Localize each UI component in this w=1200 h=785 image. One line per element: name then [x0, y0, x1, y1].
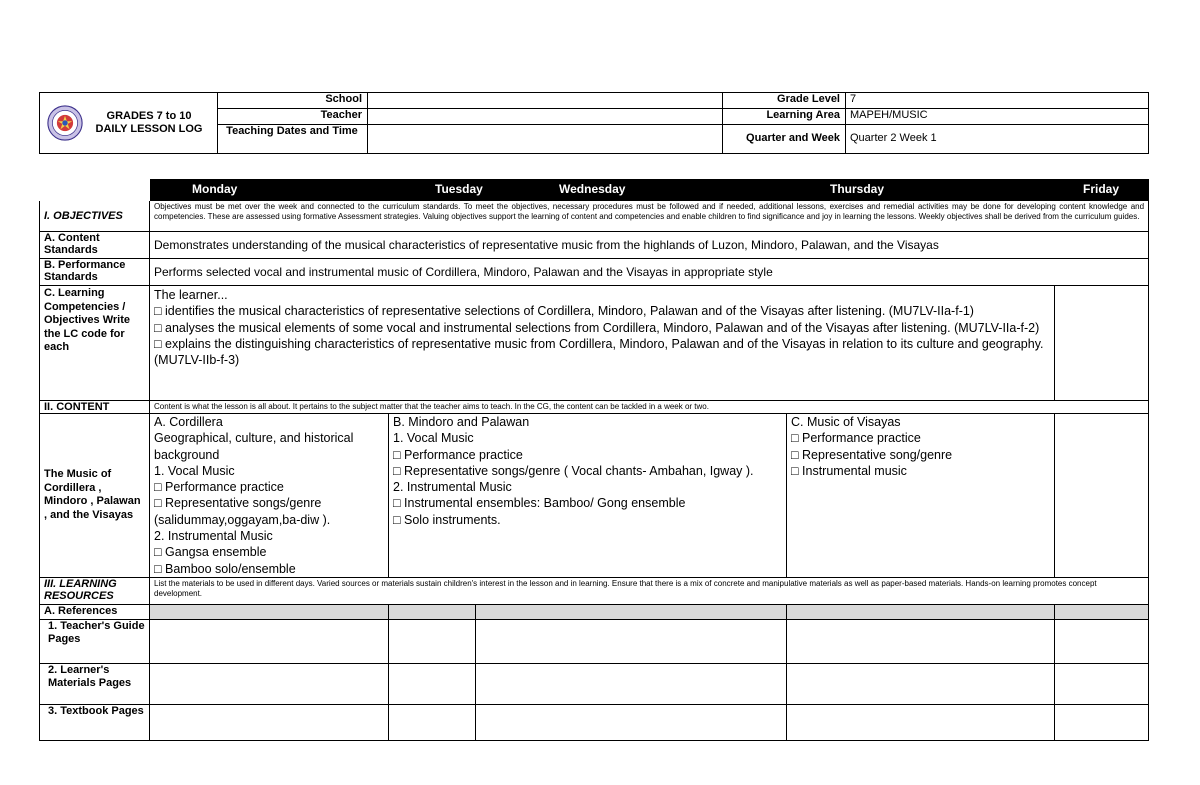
- header-table: [39, 92, 1149, 154]
- learner-materials-fri[interactable]: [1055, 663, 1149, 704]
- content-line: 1. Vocal Music: [154, 463, 235, 478]
- learner-materials-tue[interactable]: [389, 663, 476, 704]
- content-line: 2. Instrumental Music: [154, 529, 273, 544]
- textbook-label: 3. Textbook Pages: [40, 704, 150, 740]
- content-note: Content is what the lesson is all about. It pertains to the subject matter that the teacher aims to teach. In the CG, the content can be tackled in a week or two.: [150, 401, 1149, 414]
- dates-label: Teaching Dates and Time: [218, 124, 368, 153]
- teacher-guide-tue[interactable]: [389, 619, 476, 663]
- teacher-value[interactable]: [368, 108, 723, 124]
- day-friday: Friday: [1083, 182, 1120, 196]
- days-header-row: [40, 180, 1149, 201]
- performance-standards-label: B. Performance Standards: [40, 259, 150, 286]
- resources-note: List the materials to be used in different days. Varied sources or materials sustain children's interest in the lesson and in learning. Ensure that there is a mix of concrete and manipulative materials as well as paper-based materials. Hands-on learning promotes concept development.: [150, 577, 1149, 604]
- quarter-label: Quarter and Week: [723, 124, 846, 153]
- content-line: □ Performance practice: [791, 431, 921, 446]
- content-line: □ Representative songs/genre ( Vocal chants- Ambahan, Igway ).: [393, 463, 754, 478]
- competencies-label: C. Learning Competencies / Objectives Write the LC code for each: [40, 286, 150, 401]
- content-topic: The Music of Cordillera , Mindoro , Palawan , and the Visayas: [40, 414, 150, 578]
- log-title: [89, 110, 209, 136]
- objectives-label: I. OBJECTIVES: [40, 201, 150, 232]
- logo-title-cell: [40, 93, 218, 154]
- content-line: □ Performance practice: [154, 480, 284, 495]
- references-label: A. References: [40, 604, 150, 619]
- teacher-guide-mon[interactable]: [150, 619, 389, 663]
- learning-area-value[interactable]: MAPEH/MUSIC: [846, 108, 1149, 124]
- days-header: [150, 180, 1149, 201]
- textbook-tue[interactable]: [389, 704, 476, 740]
- content-col-visayas: [787, 414, 1055, 578]
- content-line: B. Mindoro and Palawan: [393, 415, 530, 429]
- content-line: 2. Instrumental Music: [393, 480, 512, 495]
- content-line: □ Representative songs/genre (salidummay,oggayam,ba-diw ).: [154, 496, 331, 527]
- day-thursday: Thursday: [830, 182, 885, 196]
- grade-level-value[interactable]: 7: [846, 93, 1149, 109]
- content-line: A. Cordillera: [154, 415, 223, 429]
- content-standards-label: A. Content Standards: [40, 232, 150, 259]
- content-line: □ Performance practice: [393, 447, 523, 462]
- objectives-note: Objectives must be met over the week and connected to the curriculum standards. To meet the objectives, necessary procedures must be followed and if needed, additional lessons, exercises and remedial activities may be done for developing content knowledge and competencies. These are assessed using formative Assessment strategies. Valuing objectives support the learning of content and competencies and enable children to find significance and joy in learning the lessons. Weekly objectives shall be derived from the curriculum guides.: [150, 201, 1149, 232]
- content-col-mindoro-palawan: [389, 414, 787, 578]
- learning-area-label: Learning Area: [723, 108, 846, 124]
- learner-materials-mon[interactable]: [150, 663, 389, 704]
- school-label: School: [218, 93, 368, 109]
- textbook-fri[interactable]: [1055, 704, 1149, 740]
- competency-item: □ analyses the musical elements of some vocal and instrumental selections from Cordillera, Mindoro, Palawan and of the Visayas after listening. (MU7LV-IIa-f-2): [154, 320, 1040, 335]
- lesson-log-table: [39, 179, 1149, 741]
- content-line: □ Gangsa ensemble: [154, 545, 267, 560]
- day-monday: Monday: [192, 182, 238, 196]
- title-line-2: DAILY LESSON LOG: [95, 123, 203, 135]
- day-wednesday: Wednesday: [559, 182, 626, 196]
- teacher-guide-thu[interactable]: [787, 619, 1055, 663]
- school-value[interactable]: [368, 93, 723, 109]
- competencies-intro: The learner...: [154, 288, 228, 302]
- content-line: □ Bamboo solo/ensemble: [154, 561, 296, 576]
- learner-materials-label: 2. Learner's Materials Pages: [40, 663, 150, 704]
- teacher-guide-fri[interactable]: [1055, 619, 1149, 663]
- performance-standards-text: Performs selected vocal and instrumental music of Cordillera, Mindoro, Palawan and the Visayas in appropriate style: [150, 259, 1149, 286]
- content-line: 1. Vocal Music: [393, 431, 474, 446]
- learner-materials-thu[interactable]: [787, 663, 1055, 704]
- content-line: □ Representative song/genre: [791, 447, 953, 462]
- content-line: □ Instrumental music: [791, 463, 907, 478]
- textbook-thu[interactable]: [787, 704, 1055, 740]
- competencies-friday: [1055, 286, 1149, 401]
- grade-level-label: Grade Level: [723, 93, 846, 109]
- content-friday: [1055, 414, 1149, 578]
- dates-value[interactable]: [368, 124, 723, 153]
- teacher-guide-label: 1. Teacher's Guide Pages: [40, 619, 150, 663]
- textbook-mon[interactable]: [150, 704, 389, 740]
- learner-materials-wed[interactable]: [476, 663, 787, 704]
- title-line-1: GRADES 7 to 10: [106, 110, 192, 122]
- competencies-text: [150, 286, 1055, 401]
- content-col-cordillera: [150, 414, 389, 578]
- teacher-label: Teacher: [218, 108, 368, 124]
- competency-item: □ explains the distinguishing characteristics of representative music from Cordillera, Mindoro, Palawan and of the Visayas in relation to its culture and geography. (MU7LV-IIb-f-3): [154, 336, 1044, 368]
- resources-label: III. LEARNING RESOURCES: [40, 577, 150, 604]
- content-line: C. Music of Visayas: [791, 415, 901, 429]
- content-line: Geographical, culture, and historical background: [154, 431, 354, 462]
- competency-item: □ identifies the musical characteristics of representative selections of Cordillera, Mindoro, Palawan and of the Visayas after listening. (MU7LV-IIa-f-1): [154, 304, 974, 319]
- content-label: II. CONTENT: [40, 401, 150, 414]
- deped-seal-icon: [47, 105, 83, 141]
- content-line: □ Solo instruments.: [393, 512, 501, 527]
- content-line: □ Instrumental ensembles: Bamboo/ Gong ensemble: [393, 496, 686, 511]
- content-standards-text: Demonstrates understanding of the musical characteristics of representative music from the highlands of Luzon, Mindoro, Palawan, and the Visayas: [150, 232, 1149, 259]
- textbook-wed[interactable]: [476, 704, 787, 740]
- teacher-guide-wed[interactable]: [476, 619, 787, 663]
- quarter-value[interactable]: Quarter 2 Week 1: [846, 124, 1149, 153]
- day-tuesday: Tuesday: [435, 182, 483, 196]
